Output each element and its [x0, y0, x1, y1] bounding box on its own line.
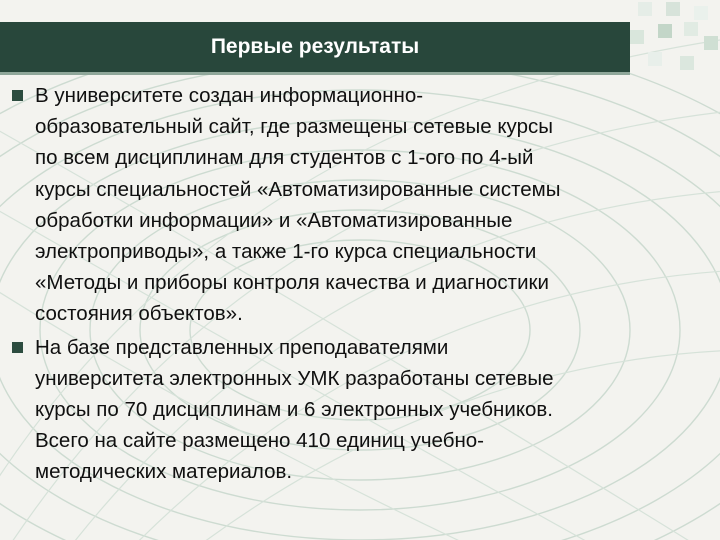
decor-square	[638, 2, 652, 16]
decor-square	[666, 2, 680, 16]
title-bar	[0, 22, 630, 75]
decor-square	[704, 36, 718, 50]
decor-square	[684, 22, 698, 36]
decor-square	[658, 24, 672, 38]
decorative-squares	[628, 0, 720, 80]
bullet-item	[10, 332, 710, 488]
bullet-item	[10, 80, 710, 330]
decor-square	[694, 6, 708, 20]
slide-content	[10, 80, 710, 490]
bullet-text: В университете создан информационно- образовательный сайт, где размещены сетевые курсы по всем дисциплинам для студентов с 1-ого по 4-ый курсы специальностей «Автоматизированные системы обработки информации» и «Автоматизированные электроприводы», а также 1-го курса специальности «Методы и приборы контроля качества и диагностики состояния объектов».	[35, 84, 561, 326]
decor-square	[648, 52, 662, 66]
square-bullet-icon	[12, 90, 23, 101]
decor-square	[680, 56, 694, 70]
decor-square	[630, 30, 644, 44]
slide-title: Первые результаты	[210, 35, 420, 58]
bullet-text: На базе представленных преподавателями университета электронных УМК разработаны сетевые курсы по 70 дисциплинам и 6 электронных учебников. Всего на сайте размещено 410 единиц учебно- методических материалов.	[35, 335, 554, 484]
square-bullet-icon	[12, 342, 23, 353]
